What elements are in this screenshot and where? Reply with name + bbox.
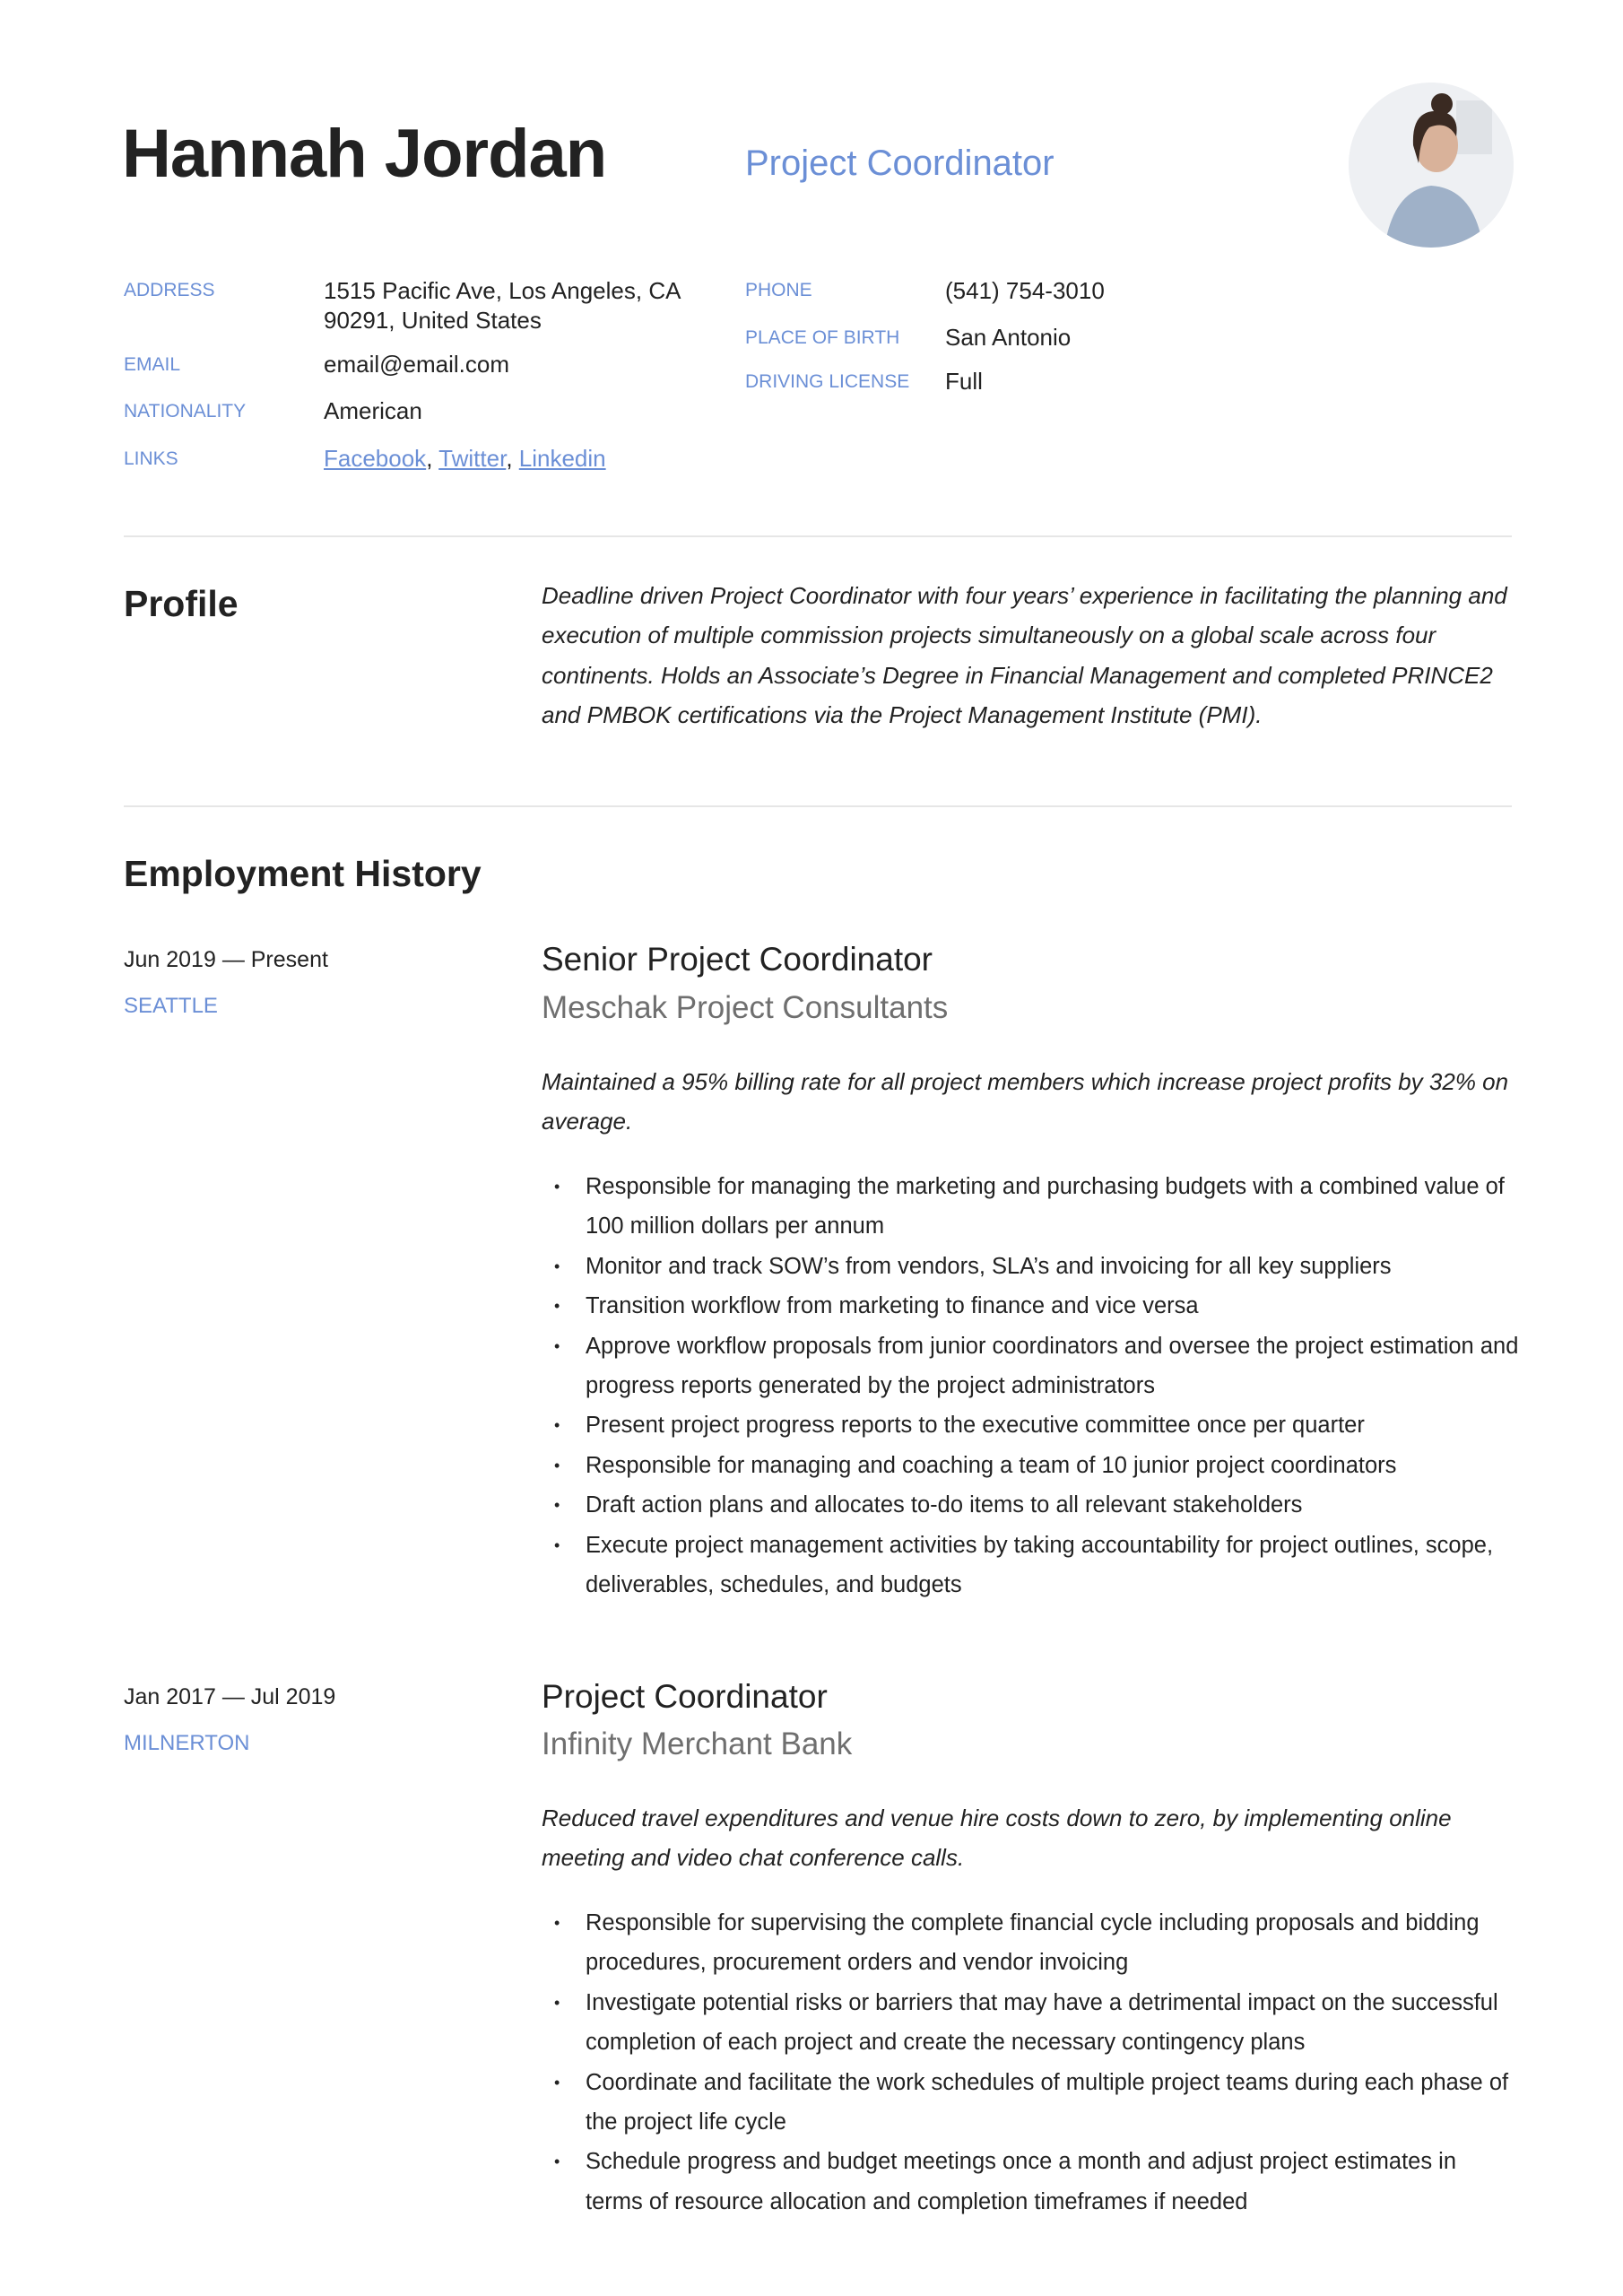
list-item: • Responsible for managing the marketing and purchasing budgets with a combined value of 100 million dollars per annum [542,1167,1519,1247]
job-dates: Jun 2019 — Present [124,947,328,972]
job-bullets [542,1903,1519,2222]
nationality-value: American [324,397,422,424]
job-summary: Maintained a 95% billing rate for all project members which increase project profits by 32% on average. [542,1068,1509,1135]
profile-photo [1349,83,1514,248]
list-item: • Approve workflow proposals from junior coordinators and oversee the project estimation and progress reports generated by the project administrators [542,1326,1519,1406]
job-company: Infinity Merchant Bank [542,1726,853,1761]
divider [124,805,1512,807]
driving-license-label: DRIVING LICENSE [745,371,910,392]
job-role: Project Coordinator [542,1678,828,1715]
phone-value: (541) 754-3010 [945,277,1105,304]
address-line2: 90291, United States [324,307,542,334]
list-item: • Schedule progress and budget meetings once a month and adjust project estimates in terms of resource allocation and completion timeframes if needed [542,2142,1519,2222]
candidate-name: Hannah Jordan [122,116,607,192]
employment-heading: Employment History [124,853,482,894]
list-item: • Responsible for supervising the complete financial cycle including proposals and bidding procedures, procurement orders and vendor invoicing [542,1903,1519,1983]
twitter-link[interactable]: Twitter [438,445,507,472]
job-bullets [542,1167,1519,1605]
profile-text: Deadline driven Project Coordinator with four years’ experience in facilitating the planning and execution of multiple commission projects simultaneously on a global scale across four continents. Holds an Associate’s Degree in Financial Management and completed PRINCE2 and PMBOK certifications via the Project Management Institute (PMI). [542,582,1507,729]
nationality-label: NATIONALITY [124,401,247,422]
email-label: EMAIL [124,354,181,375]
list-item: • Execute project management activities by taking accountability for project outlines, scope, deliverables, schedules, and budgets [542,1526,1519,1605]
address-label: ADDRESS [124,280,215,300]
phone-label: PHONE [745,280,812,300]
job-dates: Jan 2017 — Jul 2019 [124,1684,336,1709]
list-item: • Transition workflow from marketing to finance and vice versa [542,1286,1519,1326]
links-list: Facebook, Twitter, Linkedin [324,445,606,472]
place-of-birth-label: PLACE OF BIRTH [745,327,900,348]
divider [124,535,1512,537]
address-line1: 1515 Pacific Ave, Los Angeles, CA [324,277,681,304]
job-city: MILNERTON [124,1731,250,1755]
profile-heading: Profile [124,583,239,624]
driving-license-value: Full [945,368,983,395]
job-role: Senior Project Coordinator [542,941,933,978]
place-of-birth-value: San Antonio [945,324,1072,351]
links-label: LINKS [124,448,178,469]
list-item: • Draft action plans and allocates to-do items to all relevant stakeholders [542,1485,1519,1525]
email-value: email@email.com [324,351,509,378]
linkedin-link[interactable]: Linkedin [518,445,606,472]
list-item: • Investigate potential risks or barriers that may have a detrimental impact on the successful completion of each project and create the necessary contingency plans [542,1983,1519,2063]
list-item: • Coordinate and facilitate the work schedules of multiple project teams during each phase of the project life cycle [542,2063,1519,2143]
job-company: Meschak Project Consultants [542,990,949,1025]
job-summary: Reduced travel expenditures and venue hire costs down to zero, by implementing online meeting and video chat conference calls. [542,1805,1452,1872]
job-city: SEATTLE [124,994,218,1018]
list-item: • Responsible for managing and coaching a team of 10 junior project coordinators [542,1446,1519,1485]
candidate-title: Project Coordinator [745,144,1055,183]
list-item: • Present project progress reports to the executive committee once per quarter [542,1405,1519,1445]
list-item: • Monitor and track SOW’s from vendors, SLA’s and invoicing for all key suppliers [542,1247,1519,1286]
facebook-link[interactable]: Facebook [324,445,427,472]
